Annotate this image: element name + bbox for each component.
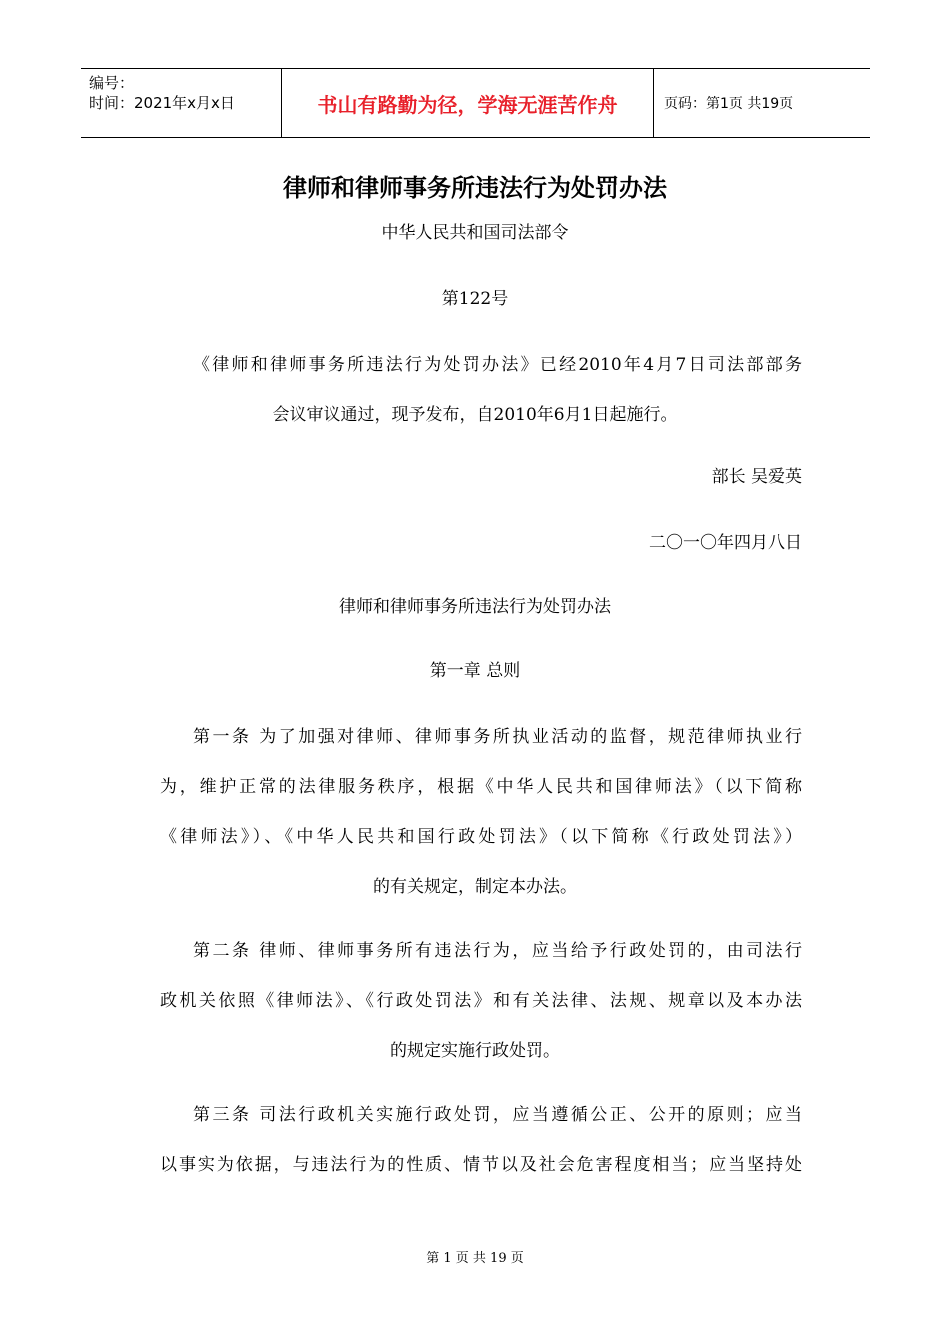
header-meta: [81, 69, 281, 137]
article-2-line: 的规定实施行政处罚。: [390, 1041, 560, 1061]
order-number: 第122号: [441, 289, 509, 309]
decree-date: 二〇一〇年四月八日: [649, 533, 802, 553]
article-1-line: 《律师法》）、《中华人民共和国行政处罚法》（以下简称《行政处罚法》）: [160, 827, 802, 847]
article-1-line: 的有关规定，制定本办法。: [373, 877, 577, 897]
article-3-line: 第三条 司法行政机关实施行政处罚，应当遵循公正、公开的原则；应当: [193, 1105, 802, 1125]
page-footer: 第 1 页 共 19 页: [426, 1251, 524, 1266]
article-3-line: 以事实为依据，与违法行为的性质、情节以及社会危害程度相当；应当坚持处: [160, 1155, 802, 1175]
article-1-line: 第一条 为了加强对律师、律师事务所执业活动的监督，规范律师执业行: [193, 727, 802, 747]
issuer: 中华人民共和国司法部令: [381, 223, 569, 243]
article-2-line: 第二条 律师、律师事务所有违法行为，应当给予行政处罚的，由司法行: [193, 941, 802, 961]
decree-line-1: 《律师和律师事务所违法行为处罚办法》已经2010年4月7日司法部部务: [193, 355, 802, 375]
article-1-line: 为，维护正常的法律服务秩序，根据《中华人民共和国律师法》（以下简称: [160, 777, 802, 797]
page-info: 页码：第1页 共19页: [664, 96, 794, 112]
chapter-heading: 第一章 总则: [429, 661, 521, 681]
time-label: 时间：2021年x月x日: [89, 94, 235, 112]
article-2-line: 政机关依照《律师法》、《行政处罚法》和有关法律、法规、规章以及本办法: [160, 991, 802, 1011]
document-title: 律师和律师事务所违法行为处罚办法: [283, 174, 667, 202]
motto: 书山有路勤为径，学海无涯苦作舟: [281, 69, 654, 137]
subtitle: 律师和律师事务所违法行为处罚办法: [339, 597, 611, 617]
number-label: 编号：: [89, 74, 135, 92]
signatory: 部长 吴爱英: [711, 467, 802, 487]
decree-line-2: 会议审议通过，现予发布，自2010年6月1日起施行。: [272, 405, 678, 425]
header-table: [81, 68, 870, 138]
